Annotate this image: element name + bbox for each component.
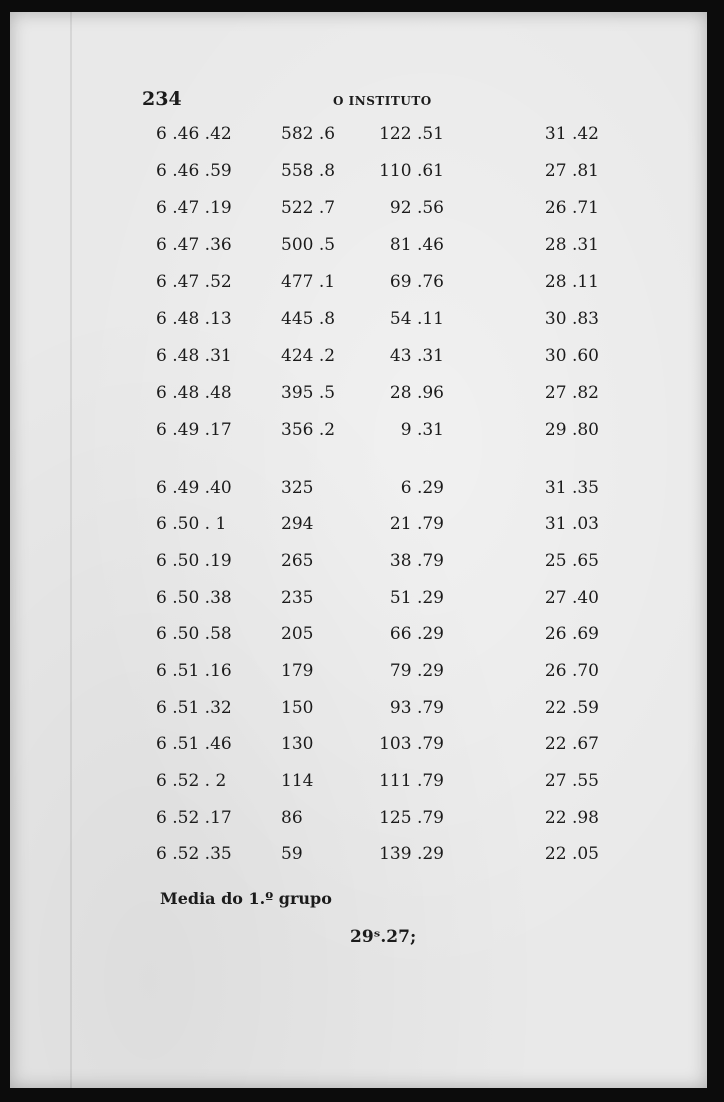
table-cell: 26 .69 xyxy=(544,624,599,644)
table-cell: 22 .98 xyxy=(544,808,599,828)
table-cell: 29 .80 xyxy=(544,420,599,440)
table-cell: 522 .7 xyxy=(281,198,336,218)
table-cell: 92 .56 xyxy=(389,198,444,218)
table-cell: 27 .82 xyxy=(544,383,599,403)
table-cell: 27 .40 xyxy=(544,588,599,608)
table-cell: 265 xyxy=(281,551,314,571)
table-cell: 38 .79 xyxy=(389,551,444,571)
table-cell: 139 .29 xyxy=(379,844,444,864)
table-row xyxy=(10,620,707,648)
table-cell: 6 .50 .38 xyxy=(156,588,232,608)
table-cell: 103 .79 xyxy=(379,734,444,754)
group-mean-value: 29ˢ.27; xyxy=(350,927,417,947)
table-cell: 205 xyxy=(281,624,314,644)
table-cell: 6 .47 .36 xyxy=(156,235,232,255)
table-cell: 26 .71 xyxy=(544,198,599,218)
table-cell: 27 .81 xyxy=(544,161,599,181)
table-row xyxy=(10,231,707,259)
table-cell: 59 xyxy=(281,844,303,864)
table-cell: 125 .79 xyxy=(379,808,444,828)
table-cell: 43 .31 xyxy=(389,346,444,366)
group-mean-label: Media do 1.º grupo xyxy=(160,889,332,908)
table-cell: 26 .70 xyxy=(544,661,599,681)
table-cell: 6 .50 . 1 xyxy=(156,514,227,534)
table-cell: 558 .8 xyxy=(281,161,336,181)
table-cell: 6 .29 xyxy=(400,478,444,498)
book-page xyxy=(10,12,707,1088)
table-cell: 30 .60 xyxy=(544,346,599,366)
table-row xyxy=(10,547,707,575)
table-cell: 31 .35 xyxy=(544,478,599,498)
page-number: 234 xyxy=(142,88,182,110)
table-cell: 81 .46 xyxy=(389,235,444,255)
table-cell: 79 .29 xyxy=(389,661,444,681)
table-cell: 9 .31 xyxy=(400,420,444,440)
table-cell: 54 .11 xyxy=(389,309,444,329)
table-row xyxy=(10,510,707,538)
table-cell: 22 .59 xyxy=(544,698,599,718)
table-cell: 6 .51 .32 xyxy=(156,698,232,718)
table-cell: 395 .5 xyxy=(281,383,336,403)
table-cell: 21 .79 xyxy=(389,514,444,534)
table-cell: 6 .48 .31 xyxy=(156,346,232,366)
table-cell: 6 .48 .13 xyxy=(156,309,232,329)
table-cell: 235 xyxy=(281,588,314,608)
table-cell: 356 .2 xyxy=(281,420,336,440)
table-cell: 582 .6 xyxy=(281,124,336,144)
table-cell: 130 xyxy=(281,734,314,754)
table-cell: 150 xyxy=(281,698,314,718)
table-row xyxy=(10,657,707,685)
table-cell: 424 .2 xyxy=(281,346,336,366)
table-cell: 500 .5 xyxy=(281,235,336,255)
table-cell: 325 xyxy=(281,478,314,498)
table-cell: 28 .96 xyxy=(389,383,444,403)
table-row xyxy=(10,767,707,795)
table-cell: 122 .51 xyxy=(379,124,444,144)
table-cell: 30 .83 xyxy=(544,309,599,329)
page-header xyxy=(10,88,707,112)
table-cell: 69 .76 xyxy=(389,272,444,292)
table-row xyxy=(10,120,707,148)
table-cell: 6 .48 .48 xyxy=(156,383,232,403)
table-cell: 28 .31 xyxy=(544,235,599,255)
table-cell: 22 .67 xyxy=(544,734,599,754)
table-cell: 6 .50 .19 xyxy=(156,551,232,571)
table-cell: 31 .03 xyxy=(544,514,599,534)
table-cell: 6 .46 .59 xyxy=(156,161,232,181)
table-cell: 477 .1 xyxy=(281,272,336,292)
table-cell: 25 .65 xyxy=(544,551,599,571)
table-cell: 6 .51 .16 xyxy=(156,661,232,681)
table-cell: 6 .52 . 2 xyxy=(156,771,227,791)
table-cell: 27 .55 xyxy=(544,771,599,791)
table-cell: 28 .11 xyxy=(544,272,599,292)
table-cell: 6 .49 .40 xyxy=(156,478,232,498)
table-cell: 111 .79 xyxy=(379,771,444,791)
table-cell: 31 .42 xyxy=(544,124,599,144)
table-cell: 445 .8 xyxy=(281,309,336,329)
table-cell: 6 .52 .35 xyxy=(156,844,232,864)
table-cell: 6 .50 .58 xyxy=(156,624,232,644)
table-cell: 22 .05 xyxy=(544,844,599,864)
table-cell: 6 .52 .17 xyxy=(156,808,232,828)
table-cell: 294 xyxy=(281,514,314,534)
running-title: O INSTITUTO xyxy=(333,94,432,108)
table-row xyxy=(10,194,707,222)
table-row xyxy=(10,268,707,296)
table-row xyxy=(10,804,707,832)
table-cell: 93 .79 xyxy=(389,698,444,718)
table-cell: 179 xyxy=(281,661,314,681)
table-cell: 6 .47 .52 xyxy=(156,272,232,292)
table-row xyxy=(10,342,707,370)
table-cell: 6 .51 .46 xyxy=(156,734,232,754)
table-row xyxy=(10,474,707,502)
table-cell: 6 .46 .42 xyxy=(156,124,232,144)
table-cell: 51 .29 xyxy=(389,588,444,608)
table-cell: 6 .49 .17 xyxy=(156,420,232,440)
table-row xyxy=(10,730,707,758)
table-cell: 110 .61 xyxy=(379,161,444,181)
table-row xyxy=(10,694,707,722)
table-cell: 66 .29 xyxy=(389,624,444,644)
table-cell: 86 xyxy=(281,808,303,828)
table-row xyxy=(10,584,707,612)
table-row xyxy=(10,305,707,333)
table-row xyxy=(10,416,707,444)
table-row xyxy=(10,840,707,868)
table-cell: 6 .47 .19 xyxy=(156,198,232,218)
table-row xyxy=(10,379,707,407)
table-cell: 114 xyxy=(281,771,314,791)
table-row xyxy=(10,157,707,185)
